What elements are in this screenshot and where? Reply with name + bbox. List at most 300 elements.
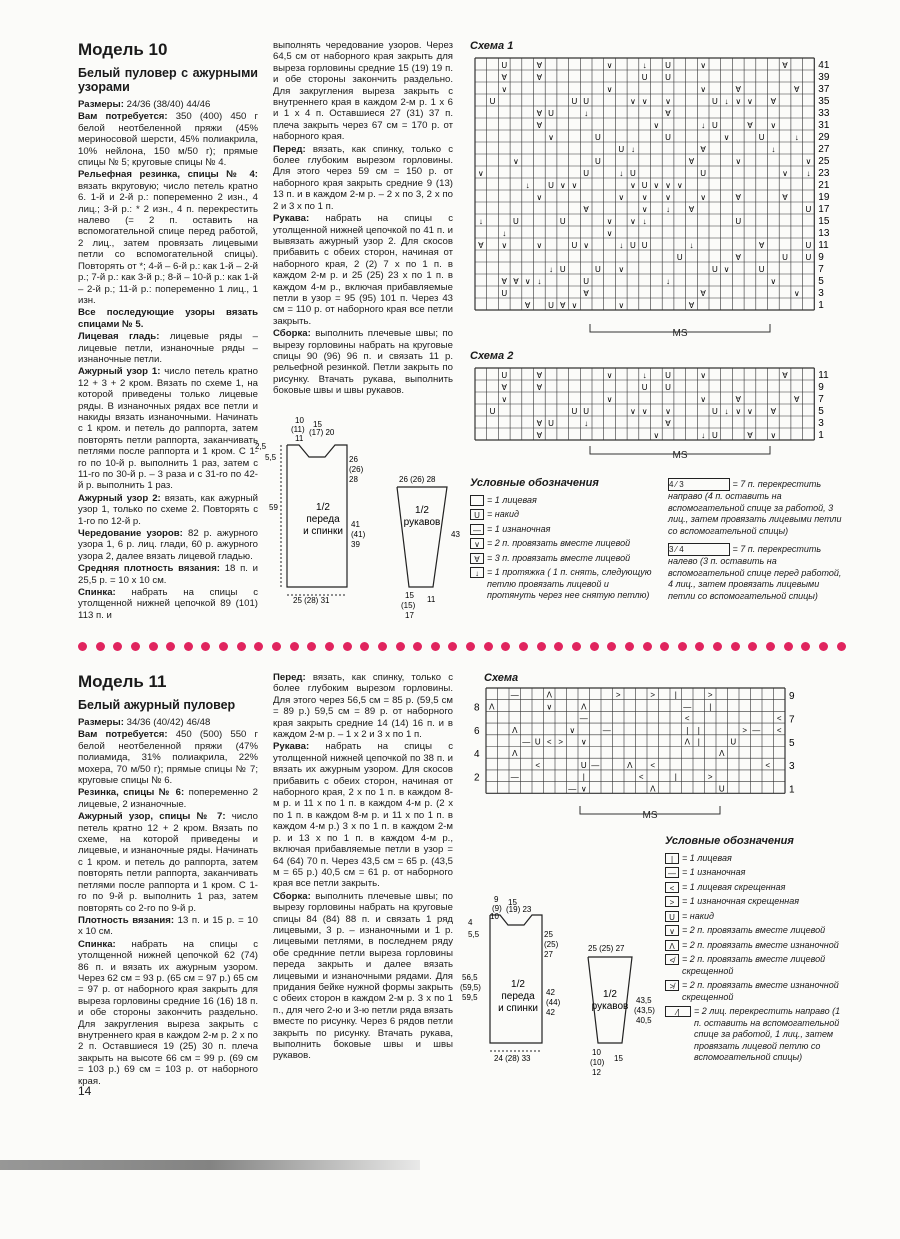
- stitch-symbol: ∨: [665, 193, 671, 202]
- separator-dot: [272, 642, 281, 651]
- stitch-symbol: U: [594, 157, 601, 166]
- separator-dot: [325, 642, 334, 651]
- stitch-symbol: ∨: [641, 97, 648, 106]
- stitch-symbol: ∨: [653, 121, 660, 130]
- row-number: 15: [818, 216, 830, 227]
- stitch-symbol: U: [735, 217, 742, 226]
- stitch-symbol: Λ: [719, 749, 725, 759]
- schema1-title: Схема 1: [470, 40, 514, 52]
- separator-dot: [307, 642, 316, 651]
- dim-28: 28: [349, 475, 358, 484]
- model10-alternation: Чередование узоров: 82 р. ажурного узора 1, 6 р. лиц. глади, 60 р. ажурного узора 2, далее вязать лицевой гладью.: [78, 528, 258, 562]
- separator-dot: [413, 642, 422, 651]
- row-number: 3: [789, 761, 795, 773]
- knit-icon: |: [665, 853, 679, 864]
- row-number: 41: [818, 60, 830, 71]
- stitch-symbol: >: [615, 690, 621, 700]
- stitch-symbol: Λ: [512, 749, 518, 759]
- stitch-symbol: ∨: [606, 85, 613, 94]
- cross-left-legend: 3 ⁄ 4 = 7 п. перекрестить налево (3 п. оставить на вспомогательной спице перед работой, 4 лиц., затем провязать лицевыми петли со вспомогательной спицы): [668, 544, 842, 601]
- stitch-symbol: —: [752, 725, 761, 735]
- stitch-symbol: |: [582, 772, 585, 782]
- stitch-symbol: ↓: [642, 61, 647, 70]
- separator-dot: [448, 642, 457, 651]
- stitch-symbol: ↓: [549, 265, 554, 274]
- cross-left-icon: 3 ⁄ 4: [668, 543, 730, 556]
- model10-back: Спинка: набрать на спицы с утолщенной нижней цепочкой 89 (101) 113 п. и: [78, 587, 258, 621]
- stitch-symbol: ∀: [700, 145, 706, 154]
- model10-body-label-1: 1/2: [316, 502, 330, 513]
- stitch-symbol: —: [579, 714, 588, 724]
- stitch-symbol: U: [630, 169, 636, 178]
- k3tog-icon: ∀: [470, 553, 484, 564]
- model11-needed: Вам потребуется: 450 (500) 550 г белой неотбеленной пряжи (47% полиамида, 31% полиакрила, 22% мохера, 70 м/50 г); прямые спицы № 7; круговые спицы № 6.: [78, 729, 258, 787]
- dim-m11-42: 42: [546, 988, 555, 997]
- stitch-symbol: |: [674, 772, 677, 782]
- model10-column1: [78, 40, 258, 622]
- dim-m11-10: 10: [490, 912, 499, 921]
- row-number: 9: [818, 252, 824, 263]
- schema2-title: Схема 2: [470, 350, 514, 362]
- m11-legend-cross: ⁄| = 2 лиц. перекрестить направо (1 п. оставить на вспомогательной спице за работой, 1 лиц., затем провязать лицевой петлю со вспомогательной спицы): [665, 1006, 845, 1064]
- m11-legend-knit-tbl: < = 1 лицевая скрещенная: [665, 882, 845, 894]
- stitch-symbol: ∨: [700, 61, 707, 70]
- stitch-symbol: ∨: [700, 395, 707, 404]
- stitch-symbol: ∨: [723, 265, 730, 274]
- row-number: 7: [818, 394, 824, 405]
- stitch-symbol: ∨: [747, 97, 753, 106]
- stitch-symbol: Λ: [489, 702, 495, 712]
- dim-11p: (11): [291, 425, 305, 434]
- stitch-symbol: <: [765, 760, 771, 770]
- row-number: 7: [818, 264, 824, 275]
- stitch-symbol: ↓: [502, 229, 507, 238]
- stitch-symbol: ∨: [559, 181, 566, 190]
- stitch-symbol: Λ: [650, 784, 656, 794]
- model10-assembly: Сборка: выполнить плечевые швы; по вырезу горловины набрать на круговые спицы 90 (96) 96 п. и связать 11 р. рельефной резинкой. Петли закрыть по рисунку. Втачать рукава, выполнить боковые швы и швы рукавов.: [273, 328, 453, 397]
- stitch-symbol: ∨: [700, 193, 707, 202]
- stitch-symbol: ∨: [513, 157, 519, 166]
- dim-10: 10: [295, 416, 304, 425]
- model11-body-label-3: и спинки: [498, 1003, 538, 1014]
- row-number: 4: [474, 749, 480, 761]
- row-number: 33: [818, 108, 830, 119]
- stitch-symbol: ∨: [770, 277, 777, 286]
- row-number: 3: [818, 418, 824, 429]
- stitch-symbol: ↓: [806, 169, 811, 178]
- stitch-symbol: ∀: [747, 431, 753, 440]
- dim-m11-56-5: 56,5: [462, 973, 478, 982]
- stitch-symbol: U: [534, 737, 541, 747]
- model11-gauge: Плотность вязания: 13 п. и 15 р. = 10 x 10 см.: [78, 914, 258, 938]
- schema2-chart: [470, 366, 845, 466]
- stitch-symbol: U: [711, 121, 718, 130]
- stitch-symbol: U: [711, 97, 718, 106]
- stitch-symbol: —: [510, 772, 519, 782]
- stitch-symbol: ↓: [701, 431, 706, 440]
- stitch-symbol: ∀: [501, 73, 507, 82]
- stitch-symbol: <: [776, 714, 782, 724]
- separator-dot: [607, 642, 616, 651]
- stitch-symbol: U: [583, 97, 590, 106]
- dim-m11-s10p: (10): [590, 1058, 605, 1067]
- row-number: 9: [789, 691, 795, 702]
- stitch-symbol: —: [591, 760, 600, 770]
- model10-pattern2: Ажурный узор 2: вязать, как ажурный узор 1, только по схеме 2. Повторять с 1-го по 12-й р.: [78, 492, 258, 527]
- m11-legend-p2tog: Λ = 2 п. провязать вместе изнаночной: [665, 940, 845, 952]
- page-number: 14: [78, 1084, 92, 1098]
- stitch-symbol: >: [707, 772, 713, 782]
- stitch-symbol: ∀: [536, 109, 543, 118]
- dim-m11-40-5: 40,5: [636, 1016, 652, 1025]
- dim-s15: 15: [405, 591, 414, 600]
- stitch-symbol: U: [805, 253, 812, 262]
- separator-dot: [131, 642, 140, 651]
- dim-26p: (26): [349, 465, 364, 474]
- row-number: 9: [818, 382, 824, 393]
- stitch-symbol: Λ: [581, 702, 587, 712]
- stitch-symbol: ∀: [665, 109, 671, 118]
- stitch-symbol: U: [665, 133, 671, 142]
- stitch-symbol: <: [546, 737, 552, 747]
- legend-yo: U = накид: [470, 509, 660, 521]
- stitch-symbol: —: [510, 690, 519, 700]
- stitch-symbol: ∨: [583, 241, 590, 250]
- dim-m11-59-5p: (59,5): [460, 983, 481, 992]
- model11-body-label-1: 1/2: [511, 979, 525, 990]
- stitch-symbol: ∀: [478, 241, 484, 250]
- stitch-symbol: ∀: [747, 121, 753, 130]
- stitch-symbol: ∀: [536, 61, 543, 70]
- model11-lace: Ажурный узор, спицы № 7: число петель кратно 12 + 2 кром. Вязать по схеме, на которой приведены и лицевые, и изнаночные ряды. Начинать с 1 кром. и петель до раппорта, затем повторять петли раппорта, заканчивать петлями после раппорта и 1 кром. С 1-го по 9-й р. выполнить 1 раз, затем повторять со 2-го по 9-й р.: [78, 811, 258, 914]
- stitch-symbol: >: [742, 725, 748, 735]
- stitch-symbol: ∨: [735, 407, 742, 416]
- separator-dot: [166, 642, 175, 651]
- stitch-symbol: U: [711, 431, 718, 440]
- model10-garment-diagram: [255, 415, 465, 625]
- stitch-symbol: ∀: [782, 371, 788, 380]
- dim-17-20: (17) 20: [309, 428, 335, 437]
- model10-front: Перед: вязать, как спинку, только с более глубоким вырезом горловины. Для этого через 59 см = 150 р. от наборного края закрыть средние 9 (13) 13 п. и в каждом 2-м р. – 2 x по 3, 2 x по 2 и 3 x по 1 п.: [273, 143, 453, 212]
- legend-skp: ↓ = 1 протяжка ( 1 п. снять, следующую петлю провязать лицевой и протянуть через нее снятую петлю): [470, 567, 660, 602]
- stitch-symbol: ↓: [666, 205, 671, 214]
- model10-subtitle: Белый пуловер с ажурными узорами: [78, 66, 258, 94]
- stitch-symbol: U: [501, 61, 508, 70]
- section-separator: [78, 642, 846, 654]
- stitch-symbol: ∨: [606, 395, 613, 404]
- model10-rib: Рельефная резинка, спицы № 4: вязать вкруговую; число петель кратно 6. 1-й и 2-й р.: попеременно 2 изн., 4 лиц.; 3-й р.: * 2 изн., 4 п. перекрестить налево (= 2 п. оставить на вспомогательной спице перед работой, 2 лиц., затем провязать лицевыми петли со вспомогательной спицы). Повторять от *; 4-й – 6-й р.: как 1-й – 2-й р.; 7-й р.: как 3-й р.; 8-й – 10-й р.: как 1-й – 2-й р.; 11-й р.: попеременно 1 лиц., 1 изн.: [78, 169, 258, 306]
- dim-m11-9p: (9): [492, 904, 502, 913]
- dim-5-5: 5,5: [265, 453, 277, 462]
- stitch-symbol: ∨: [793, 289, 800, 298]
- stitch-symbol: ∀: [758, 241, 765, 250]
- model10-needed: Вам потребуется: 350 (400) 450 г белой неотбеленной пряжи (45% мериносовой шерсти, 45% полиакрила, 10% нейлона, 150 м/50 г); прямые спицы № 5; круговые спицы № 4.: [78, 111, 258, 169]
- stitch-symbol: ∨: [548, 133, 554, 142]
- dim-59: 59: [269, 503, 278, 512]
- row-number: 27: [818, 144, 830, 155]
- stitch-symbol: ∨: [782, 169, 788, 178]
- separator-dot: [660, 642, 669, 651]
- stitch-symbol: ∨: [501, 241, 508, 250]
- stitch-symbol: >: [707, 690, 713, 700]
- row-number: 1: [818, 300, 824, 311]
- stitch-symbol: Λ: [512, 725, 518, 735]
- row-number: 19: [818, 192, 830, 203]
- stitch-symbol: ∀: [735, 253, 741, 262]
- model11-subtitle: Белый ажурный пуловер: [78, 698, 236, 712]
- p2tog-tbl-icon: ≯: [665, 980, 679, 991]
- dim-m11-s12: 12: [592, 1068, 601, 1077]
- stitch-symbol: ↓: [478, 217, 483, 226]
- model10-title: Модель 10: [78, 40, 168, 59]
- p2tog-icon: Λ: [665, 940, 679, 951]
- stitch-symbol: |: [686, 725, 689, 735]
- dim-sleeve-top: 26 (26) 28: [399, 475, 436, 484]
- purl-symbol-icon: —: [470, 524, 484, 535]
- stitch-symbol: ∨: [641, 407, 648, 416]
- model10-sleeves: Рукава: набрать на спицы с утолщенной нижней цепочкой по 41 п. и вывязать ажурный узор 2. Для скосов прибавить с обеих сторон, начиная от наборного края, 2 (2) 7 x по 1 п. в каждом 2-м р. и 25 (25) 23 x по 1 п. в каждом 4-м р., включая прибавляемые петли в узор = 95 (95) 101 п. Через 43 см = 110 р. от наборного края все петли закрыть.: [273, 213, 453, 327]
- stitch-symbol: ↓: [724, 407, 729, 416]
- separator-dot: [537, 642, 546, 651]
- stitch-symbol: U: [571, 407, 578, 416]
- separator-dot: [484, 642, 493, 651]
- row-number: 21: [818, 180, 830, 191]
- m11-legend-purl-tbl: > = 1 изнаночная скрещенная: [665, 896, 845, 908]
- stitch-symbol: —: [683, 702, 692, 712]
- stitch-symbol: ∨: [571, 181, 578, 190]
- stitch-symbol: ∨: [606, 229, 613, 238]
- dim-m11-27: 27: [544, 950, 553, 959]
- stitch-symbol: U: [758, 133, 765, 142]
- model10-pattern1: Ажурный узор 1: число петель кратно 12 + 3 + 2 кром. Вязать по схеме 1, на которой приведены только лицевые ряды. В изнаночных рядах все петли и накиды вязать изнаночными. Начинать с 1 кром. и петель до раппорта, затем повторять петли раппорта, заканчивать петлями после раппорта и 1 кром. С 1-го по 10-й р. выполнить 1 раз, затем с 11-го по 30-й р. – 3 раза и с 31-го по 42-й р. выполнить 1 раз.: [78, 366, 258, 492]
- dim-11: 11: [295, 434, 304, 443]
- knit-symbol-icon: [470, 495, 484, 506]
- schema1-chart: [470, 56, 845, 346]
- stitch-symbol: ∀: [735, 85, 741, 94]
- separator-dot: [396, 642, 405, 651]
- stitch-symbol: ∨: [676, 181, 683, 190]
- stitch-symbol: U: [571, 241, 578, 250]
- model10-sizes: Размеры: 24/36 (38/40) 44/46: [78, 99, 211, 110]
- model11-column1: [78, 672, 258, 1088]
- stitch-symbol: ∨: [665, 97, 671, 106]
- separator-dot: [466, 642, 475, 651]
- stitch-symbol: ∨: [700, 371, 707, 380]
- stitch-symbol: <: [684, 714, 690, 724]
- stitch-symbol: ∨: [641, 205, 648, 214]
- dim-s15p: (15): [401, 601, 416, 610]
- cross-right-legend: 4 ⁄ 3 = 7 п. перекрестить направо (4 п. оставить на вспомогательной спице за работой, 3 лиц., затем провязать лицевыми петли со вспомогательной спицы): [668, 479, 842, 536]
- separator-dot: [254, 642, 263, 651]
- m11-legend-purl: — = 1 изнаночная: [665, 867, 845, 879]
- stitch-symbol: U: [665, 371, 671, 380]
- row-number: 13: [818, 228, 830, 239]
- stitch-symbol: —: [602, 725, 611, 735]
- stitch-symbol: ↓: [630, 145, 635, 154]
- separator-dot: [501, 642, 510, 651]
- separator-dot: [837, 642, 846, 651]
- stitch-symbol: <: [535, 760, 541, 770]
- stitch-symbol: ∨: [735, 97, 742, 106]
- dim-s11: 11: [427, 595, 436, 604]
- stitch-symbol: U: [583, 169, 590, 178]
- model10-stockinette: Лицевая гладь: лицевые ряды – лицевые петли, изнаночные ряды – изнаночные петли.: [78, 331, 258, 365]
- row-number: 11: [818, 370, 829, 381]
- dim-m11-5-5: 5,5: [468, 930, 480, 939]
- row-number: 6: [474, 725, 480, 737]
- stitch-symbol: ∨: [665, 181, 671, 190]
- row-number: 29: [818, 132, 830, 143]
- separator-dot: [78, 642, 87, 651]
- stitch-symbol: |: [697, 725, 700, 735]
- stitch-symbol: ∨: [735, 157, 742, 166]
- yarn-over-icon: U: [665, 911, 679, 922]
- stitch-symbol: U: [501, 371, 508, 380]
- stitch-symbol: Λ: [627, 760, 633, 770]
- stitch-symbol: ∨: [630, 181, 636, 190]
- separator-dot: [360, 642, 369, 651]
- separator-dot: [625, 642, 634, 651]
- stitch-symbol: ↓: [537, 277, 542, 286]
- dim-m11-25p: (25): [544, 940, 559, 949]
- separator-dot: [96, 642, 105, 651]
- stitch-symbol: U: [548, 419, 554, 428]
- stitch-symbol: ∨: [770, 121, 777, 130]
- stitch-symbol: ↓: [794, 133, 799, 142]
- m11-legend-yo: U = накид: [665, 911, 845, 923]
- model11-schema-chart: [470, 686, 810, 826]
- stitch-symbol: U: [548, 301, 554, 310]
- separator-dot: [784, 642, 793, 651]
- knit-tbl-icon: <: [665, 882, 679, 893]
- stitch-symbol: <: [650, 760, 656, 770]
- dim-s17: 17: [405, 611, 414, 620]
- model11-sizes: Размеры: 34/36 (40/42) 46/48: [78, 717, 211, 728]
- stitch-symbol: U: [641, 181, 648, 190]
- stitch-symbol: ∀: [665, 419, 671, 428]
- separator-dot: [113, 642, 122, 651]
- stitch-symbol: U: [501, 289, 508, 298]
- stitch-symbol: Λ: [546, 690, 552, 700]
- separator-dot: [519, 642, 528, 651]
- dim-m11-43-5p: (43,5): [634, 1006, 655, 1015]
- stitch-symbol: U: [489, 407, 496, 416]
- stitch-symbol: ∀: [782, 193, 788, 202]
- stitch-symbol: U: [489, 97, 496, 106]
- stitch-symbol: ↓: [584, 109, 589, 118]
- stitch-symbol: ∨: [641, 193, 648, 202]
- separator-dot: [554, 642, 563, 651]
- model11-sleeve-label-1: 1/2: [603, 989, 617, 1000]
- separator-dot: [184, 642, 193, 651]
- stitch-symbol: ∀: [536, 371, 543, 380]
- separator-dot: [713, 642, 722, 651]
- dim-m11-43-5: 43,5: [636, 996, 652, 1005]
- stitch-symbol: ∀: [770, 97, 777, 106]
- stitch-symbol: ∨: [747, 407, 753, 416]
- purl-icon: —: [665, 867, 679, 878]
- stitch-symbol: ∨: [653, 431, 660, 440]
- separator-dot: [695, 642, 704, 651]
- row-number: 17: [818, 204, 830, 215]
- stitch-symbol: U: [559, 217, 566, 226]
- stitch-symbol: U: [758, 265, 765, 274]
- stitch-symbol: ∨: [618, 301, 625, 310]
- stitch-symbol: ∀: [688, 301, 695, 310]
- row-number: 11: [818, 240, 829, 251]
- separator-dot: [219, 642, 228, 651]
- separator-dot: [290, 642, 299, 651]
- stitch-symbol: ∀: [583, 205, 589, 214]
- separator-dot: [766, 642, 775, 651]
- separator-dot: [801, 642, 810, 651]
- stitch-symbol: >: [650, 690, 656, 700]
- stitch-symbol: ∀: [770, 407, 777, 416]
- dim-43: 43: [451, 530, 460, 539]
- row-number: 2: [474, 772, 480, 784]
- stitch-symbol: U: [594, 265, 601, 274]
- stitch-symbol: ∀: [560, 301, 566, 310]
- stitch-symbol: ∨: [723, 133, 730, 142]
- stitch-symbol: U: [665, 73, 671, 82]
- stitch-symbol: U: [676, 253, 683, 262]
- model10-sleeve-label-2: рукавов: [403, 517, 441, 528]
- separator-dot: [378, 642, 387, 651]
- stitch-symbol: ∨: [700, 85, 707, 94]
- stitch-symbol: U: [583, 277, 590, 286]
- dim-m11-sleeve-top: 25 (25) 27: [588, 944, 625, 953]
- model10-body-label-2: переда: [306, 514, 340, 525]
- stitch-symbol: ∨: [630, 217, 636, 226]
- stitch-symbol: U: [548, 109, 554, 118]
- stitch-symbol: ∨: [606, 371, 613, 380]
- stitch-symbol: U: [805, 241, 812, 250]
- stitch-symbol: ∀: [794, 85, 800, 94]
- row-number: 25: [818, 156, 830, 167]
- model10-gauge: Средняя плотность вязания: 18 п. и 25,5 р. = 10 x 10 см.: [78, 563, 258, 586]
- skp-icon: ↓: [470, 567, 484, 578]
- model11-title: Модель 11: [78, 672, 167, 691]
- dim-m11-42b: 42: [546, 1008, 555, 1017]
- model11-body-label-2: переда: [501, 991, 535, 1002]
- stitch-symbol: ∨: [536, 193, 543, 202]
- stitch-symbol: ∀: [735, 193, 741, 202]
- stitch-symbol: ∀: [501, 383, 507, 392]
- separator-dot: [201, 642, 210, 651]
- legend-purl: — = 1 изнаночная: [470, 524, 660, 536]
- stitch-symbol: U: [571, 97, 578, 106]
- dim-m11-4: 4: [468, 918, 473, 927]
- stitch-symbol: ∨: [630, 407, 636, 416]
- k2tog-tbl-icon: ≮: [665, 954, 679, 965]
- row-number: 37: [818, 84, 830, 95]
- row-number: 31: [818, 120, 830, 131]
- stitch-symbol: ∨: [501, 395, 508, 404]
- model11-garment-diagram: [460, 895, 660, 1080]
- row-number: 7: [789, 714, 795, 726]
- stitch-symbol: ∨: [546, 702, 553, 712]
- stitch-symbol: ↓: [619, 241, 624, 250]
- row-number: 1: [818, 430, 824, 441]
- stitch-symbol: ∨: [606, 61, 613, 70]
- stitch-symbol: ∀: [583, 289, 589, 298]
- legend-k3tog: ∀ = 3 п. провязать вместе лицевой: [470, 553, 660, 565]
- m11-legend-k2tog-tbl: ≮ = 2 п. провязать вместе лицевой скрещенной: [665, 954, 845, 977]
- stitch-symbol: <: [776, 725, 782, 735]
- stitch-symbol: ∨: [571, 301, 578, 310]
- dim-m11-s10: 10: [592, 1048, 601, 1057]
- stitch-symbol: U: [665, 61, 671, 70]
